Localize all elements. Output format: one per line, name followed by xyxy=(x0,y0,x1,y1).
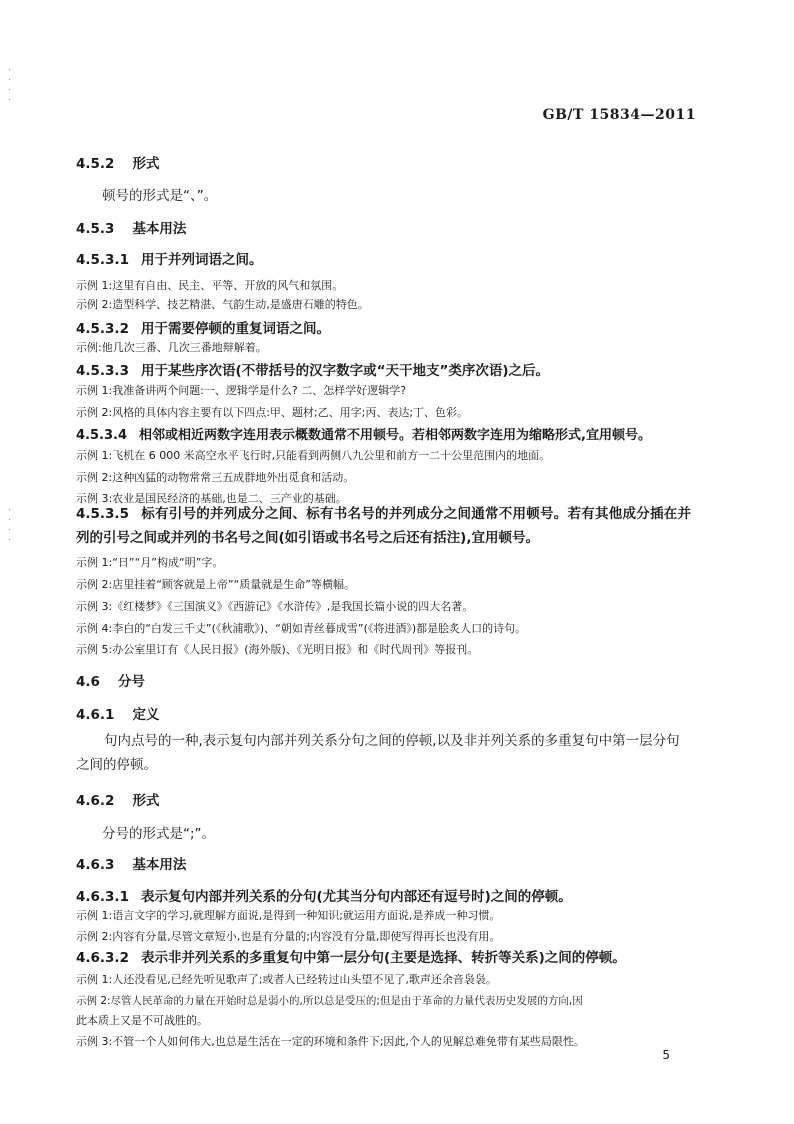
clause-text: 相邻或相近两数字连用表示概数通常不用顿号。若相邻两数字连用为缩略形式,宜用顿号。 xyxy=(139,428,651,443)
clause-number: 4.5.3.1 xyxy=(76,252,129,268)
example: 示例 1:飞机在 6 000 米高空水平飞行时,只能看到两侧八九公里和前方一二十公里范围内的地面。 xyxy=(76,449,551,462)
clause-4-5-3-1 xyxy=(76,248,262,268)
example-continuation: 此本质上又是不可战胜的。 xyxy=(76,1014,208,1027)
clause-number: 4.5.3.4 xyxy=(76,428,127,443)
clause-text: 用于并列词语之间。 xyxy=(140,252,263,268)
page-number: 5 xyxy=(662,1048,670,1062)
section-heading-4-5-2 xyxy=(76,152,159,172)
clause-number: 4.5.3.5 xyxy=(76,506,129,522)
section-body: 分号的形式是“;”。 xyxy=(102,826,216,842)
clause-number: 4.6.3.2 xyxy=(76,950,129,966)
section-title: 形式 xyxy=(132,793,160,809)
section-number: 4.5.3 xyxy=(76,221,115,237)
section-number: 4.6.2 xyxy=(76,793,115,809)
example: 示例 2:这种凶猛的动物常常三五成群地外出觅食和活动。 xyxy=(76,471,355,484)
section-heading-4-6-2 xyxy=(76,789,159,809)
clause-text: 表示复句内部并列关系的分句(尤其当分句内部还有逗号时)之间的停顿。 xyxy=(140,889,572,905)
binding-marks-middle: · · · · xyxy=(8,505,12,546)
example: 示例 1:“日”“月”构成“明”字。 xyxy=(76,556,224,569)
example: 示例 5:办公室里订有《人民日报》(海外版)、《光明日报》和《时代周刊》等报刊。 xyxy=(76,643,479,656)
example: 示例 1:人还没看见,已经先听见歌声了;或者人已经转过山头望不见了,歌声还余音袅袅。 xyxy=(76,973,497,986)
clause-4-6-3-1 xyxy=(76,885,572,905)
section-heading-4-5-3 xyxy=(76,217,186,237)
example: 示例 3:农业是国民经济的基础,也是二、三产业的基础。 xyxy=(76,492,347,505)
example: 示例 2:风格的具体内容主要有以下四点:甲、题材;乙、用字;丙、表达;丁、色彩。 xyxy=(76,406,469,419)
example: 示例 2:店里挂着“顾客就是上帝”“质量就是生命”等横幅。 xyxy=(76,578,355,591)
section-number: 4.5.2 xyxy=(76,156,115,172)
example: 示例 3:《红楼梦》《三国演义》《西游记》《水浒传》,是我国长篇小说的四大名著。 xyxy=(76,600,474,613)
clause-text: 表示非并列关系的多重复句中第一层分句(主要是选择、转折等关系)之间的停顿。 xyxy=(140,950,626,966)
binding-marks-top: · · · · xyxy=(8,65,12,106)
example: 示例 2:内容有分量,尽管文章短小,也是有分量的;内容没有分量,即使写得再长也没有用。 xyxy=(76,930,501,943)
definition-paragraph: 句内点号的一种,表示复句内部并列关系分句之间的停顿,以及非并列关系的多重复句中第一层分句之间的停顿。 xyxy=(76,733,680,773)
section-number: 4.6 xyxy=(76,674,100,690)
example: 示例 2:尽管人民革命的力量在开始时总是弱小的,所以总是受压的;但是由于革命的力量代表历史发展的方向,因 xyxy=(76,995,583,1007)
clause-4-5-3-2 xyxy=(76,317,330,337)
example: 示例 1:我准备讲两个问题:一、逻辑学是什么? 二、怎样学好逻辑学? xyxy=(76,384,407,397)
section-title: 基本用法 xyxy=(132,221,187,237)
clause-number: 4.5.3.2 xyxy=(76,321,129,337)
section-number: 4.6.1 xyxy=(76,707,115,723)
example: 示例 4:李白的“白发三千丈”(《秋浦歌》)、“朝如青丝暮成雪”(《将进酒》)都是脍炙人口的诗句。 xyxy=(76,622,527,635)
example: 示例 3:不管一个人如何伟大,也总是生活在一定的环境和条件下;因此,个人的见解总难免带有某些局限性。 xyxy=(76,1035,585,1048)
clause-4-5-3-4 xyxy=(76,424,651,443)
section-title: 基本用法 xyxy=(132,857,187,873)
section-heading-4-6-3 xyxy=(76,853,186,873)
section-body: 顿号的形式是“、”。 xyxy=(102,188,218,204)
clause-text: 标有引号的并列成分之间、标有书名号的并列成分之间通常不用顿号。若有其他成分插在并列的引号之间或并列的书名号之间(如引语或书名号之后还有括注),宜用顿号。 xyxy=(76,506,691,546)
example: 示例 2:造型科学、技艺精湛、气韵生动,是盛唐石雕的特色。 xyxy=(76,298,369,311)
clause-number: 4.5.3.3 xyxy=(76,363,129,379)
section-title: 分号 xyxy=(117,674,145,690)
section-heading-4-6-1 xyxy=(76,703,159,723)
clause-4-5-3-5 xyxy=(76,502,691,550)
example: 示例:他几次三番、几次三番地辩解着。 xyxy=(76,341,267,354)
section-heading-4-6 xyxy=(76,670,145,690)
clause-number: 4.6.3.1 xyxy=(76,889,129,905)
section-title: 形式 xyxy=(132,156,160,172)
section-title: 定义 xyxy=(132,707,160,723)
clause-text: 用于需要停顿的重复词语之间。 xyxy=(140,321,330,337)
clause-4-6-3-2 xyxy=(76,946,626,966)
clause-4-5-3-3 xyxy=(76,359,549,379)
example: 示例 1:这里有自由、民主、平等、开放的风气和氛围。 xyxy=(76,279,344,292)
section-number: 4.6.3 xyxy=(76,857,115,873)
clause-text: 用于某些序次语(不带括号的汉字数字或“天干地支”类序次语)之后。 xyxy=(140,363,550,379)
standard-number: GB/T 15834—2011 xyxy=(542,107,696,123)
example: 示例 1:语言文字的学习,就理解方面说,是得到一种知识;就运用方面说,是养成一种习惯。 xyxy=(76,909,501,922)
